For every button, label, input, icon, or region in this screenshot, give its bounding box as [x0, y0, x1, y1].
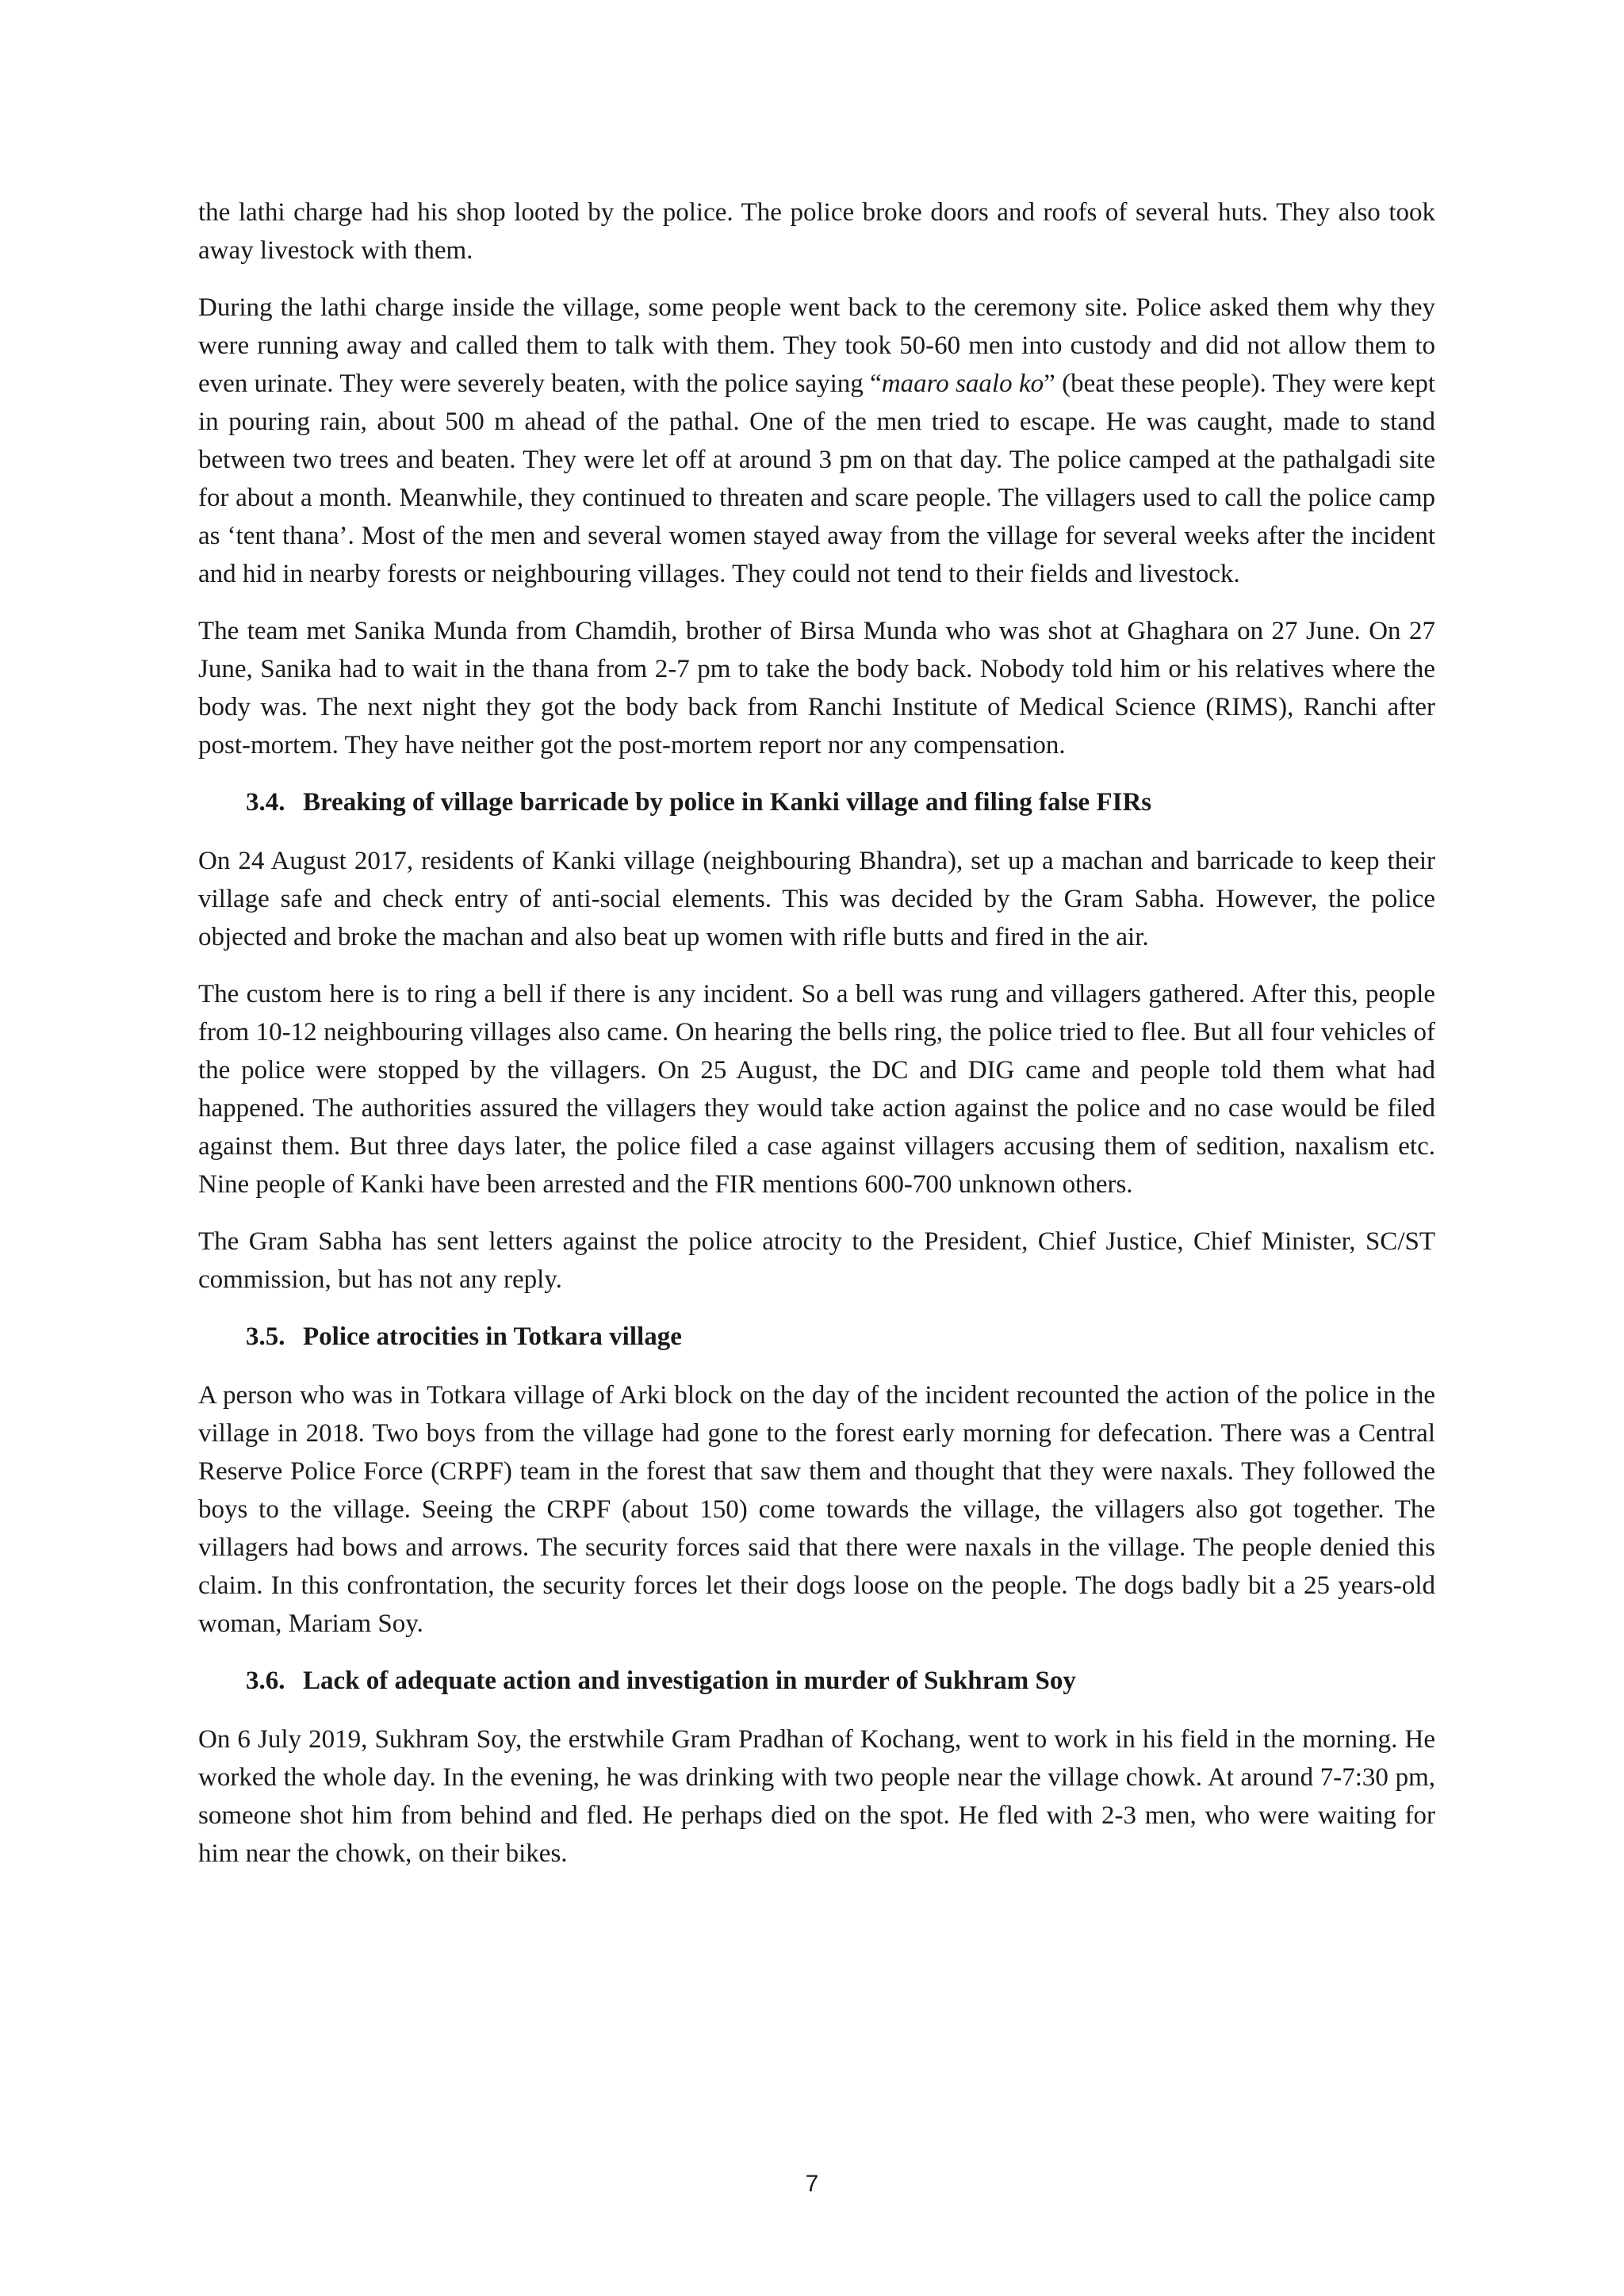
paragraph-sukhram: On 6 July 2019, Sukhram Soy, the erstwhile Gram Pradhan of Kochang, went to work in his field in the morning. He worked the whole day. In the evening, he was drinking with two people near the village chowk. At around 7-7:30 pm, someone shot him from behind and fled. He perhaps died on the spot. He fled with 2-3 men, who were waiting for him near the chowk, on their bikes.: [198, 1725, 1435, 1868]
section-number: 3.6.: [246, 1667, 285, 1695]
paragraph-custody-part1: During the lathi charge inside the village, some people went back to the ceremony site. Police asked them why they were running away and called them to talk with them. They took 50-60 men into custody and did not allow them to even urinate. They were severely beaten, with the police saying “: [198, 293, 1435, 398]
section-heading-3-6: [246, 1662, 1435, 1700]
paragraph-kanki-barricade: On 24 August 2017, residents of Kanki village (neighbouring Bhandra), set up a machan and barricade to keep their village safe and check entry of anti-social elements. This was decided by the Gram Sabha. However, the police objected and broke the machan and also beat up women with rifle butts and fired in the air.: [198, 847, 1435, 951]
page-number: 7: [805, 2171, 819, 2197]
section-title: Breaking of village barricade by police in Kanki village and filing false FIRs: [303, 788, 1152, 817]
paragraph-kanki-letters: The Gram Sabha has sent letters against the police atrocity to the President, Chief Justice, Chief Minister, SC/ST commission, but has not any reply.: [198, 1227, 1435, 1294]
paragraph-custody-part2: ” (beat these people). They were kept in pouring rain, about 500 m ahead of the pathal. One of the men tried to escape. He was caught, made to stand between two trees and beaten. They were let off at around 3 pm on that day. The police camped at the pathalgadi site for about a month. Meanwhile, they continued to threaten and scare people. The villagers used to call the police camp as ‘tent thana’. Most of the men and several women stayed away from the village for several weeks after the incident and hid in nearby forests or neighbouring villages. They could not tend to their fields and livestock.: [198, 369, 1435, 588]
section-heading-3-4: [246, 783, 1435, 821]
section-heading-3-5: [246, 1318, 1435, 1356]
section-title: Lack of adequate action and investigation in murder of Sukhram Soy: [303, 1667, 1076, 1695]
page-content: [198, 193, 1435, 1892]
italic-phrase: maaro saalo ko: [881, 369, 1044, 398]
paragraph-totkara: A person who was in Totkara village of Arki block on the day of the incident recounted the action of the police in the village in 2018. Two boys from the village had gone to the forest early morning for defecation. There was a Central Reserve Police Force (CRPF) team in the forest that saw them and thought that they were naxals. They followed the boys to the village. Seeing the CRPF (about 150) come towards the village, the villagers also got together. The villagers had bows and arrows. The security forces said that there were naxals in the village. The people denied this claim. In this confrontation, the security forces let their dogs loose on the people. The dogs badly bit a 25 years-old woman, Mariam Soy.: [198, 1381, 1435, 1638]
section-number: 3.4.: [246, 788, 285, 817]
section-title: Police atrocities in Totkara village: [303, 1322, 682, 1351]
paragraph-kanki-bell: The custom here is to ring a bell if there is any incident. So a bell was rung and villagers gathered. After this, people from 10-12 neighbouring villages also came. On hearing the bells ring, the police tried to flee. But all four vehicles of the police were stopped by the villagers. On 25 August, the DC and DIG came and people told them what had happened. The authorities assured the villagers they would take action against the police and no case would be filed against them. But three days later, the police filed a case against villagers accusing them of sedition, naxalism etc. Nine people of Kanki have been arrested and the FIR mentions 600-700 unknown others.: [198, 980, 1435, 1199]
paragraph-sanika: The team met Sanika Munda from Chamdih, brother of Birsa Munda who was shot at Ghaghara on 27 June. On 27 June, Sanika had to wait in the thana from 2-7 pm to take the body back. Nobody told him or his relatives where the body was. The next night they got the body back from Ranchi Institute of Medical Science (RIMS), Ranchi after post-mortem. They have neither got the post-mortem report nor any compensation.: [198, 617, 1435, 760]
paragraph-shop-looted: the lathi charge had his shop looted by the police. The police broke doors and roofs of several huts. They also took away livestock with them.: [198, 198, 1435, 265]
paragraph-custody: [198, 289, 1435, 593]
section-number: 3.5.: [246, 1322, 285, 1351]
